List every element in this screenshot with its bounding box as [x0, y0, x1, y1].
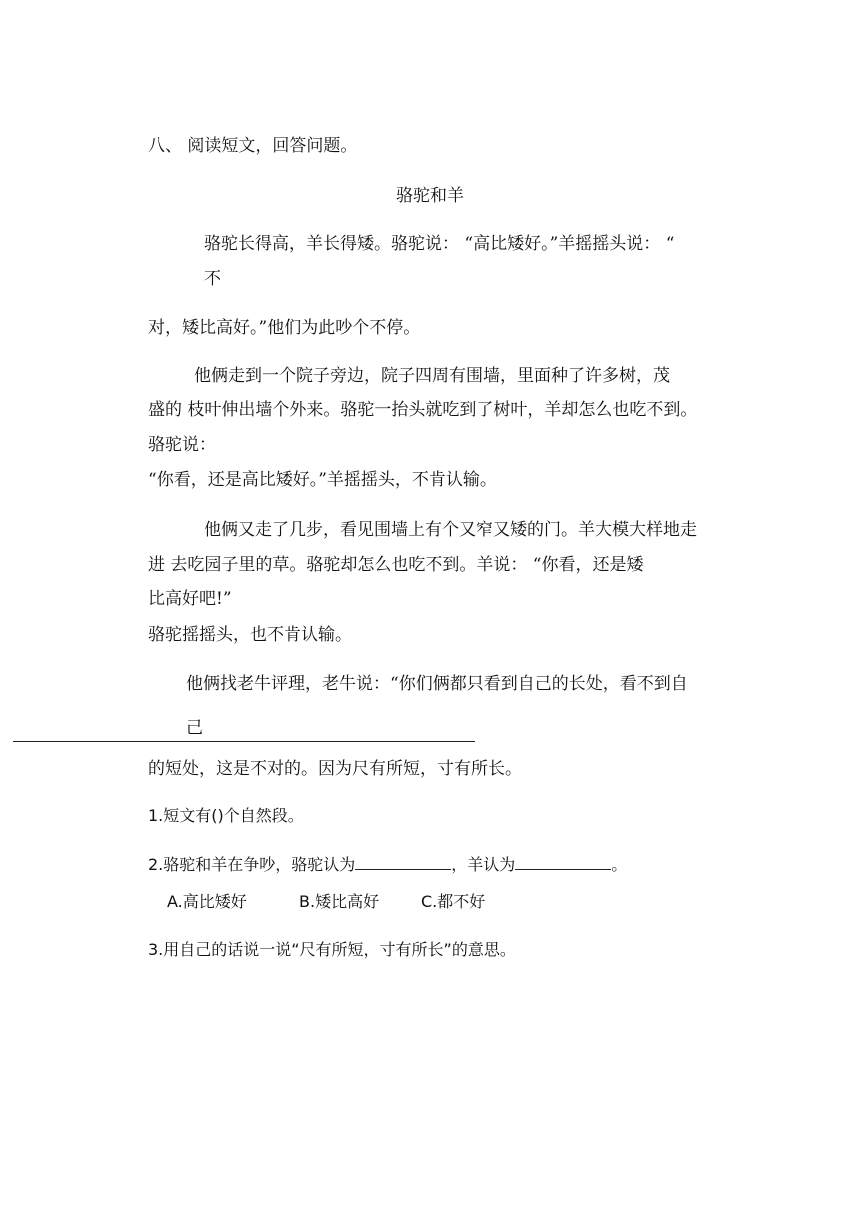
story-line-6: 骆驼说： [148, 435, 216, 455]
story-line-12: 他俩找老牛评理，老牛说：“你们俩都只看到自己的长处，看不到自 [186, 674, 688, 694]
footnote-rule [13, 741, 475, 742]
answer-blank-camel[interactable] [355, 853, 451, 870]
story-line-13: 己 [186, 718, 203, 738]
story-line-9: 进 去吃园子里的草。骆驼却怎么也吃不到。羊说： “你看，还是矮 [148, 555, 644, 575]
question-2 [148, 853, 627, 876]
answer-blank-sheep[interactable] [515, 853, 611, 870]
story-line-2: 不 [204, 269, 221, 289]
story-line-8: 他俩又走了几步，看见围墙上有个又窄又矮的门。羊大模大样地走 [204, 520, 697, 540]
option-a: A.高比矮好 [167, 892, 247, 911]
story-line-1: 骆驼长得高，羊长得矮。骆驼说： “高比矮好。”羊摇摇头说： “ [204, 234, 675, 254]
story-line-3: 对，矮比高好。”他们为此吵个不停。 [148, 318, 421, 338]
question-1: 1.短文有()个自然段。 [148, 806, 304, 825]
story-title: 骆驼和羊 [396, 186, 464, 206]
story-line-7: “你看，还是高比矮好。”羊摇摇头，不肯认输。 [148, 470, 497, 490]
story-line-11: 骆驼摇摇头，也不肯认输。 [148, 625, 352, 645]
section-heading: 八、 阅读短文，回答问题。 [148, 136, 358, 156]
question-3: 3.用自己的话说一说“尺有所短，寸有所长”的意思。 [148, 940, 516, 959]
question-2-prefix: 2.骆驼和羊在争吵，骆驼认为 [148, 855, 356, 874]
story-line-5: 盛的 枝叶伸出墙个外来。骆驼一抬头就吃到了树叶，羊却怎么也吃不到。 [148, 400, 698, 420]
question-2-middle: ，羊认为 [451, 855, 516, 874]
option-b: B.矮比高好 [299, 892, 380, 911]
story-line-10: 比高好吧!” [148, 589, 232, 609]
question-2-suffix: 。 [611, 855, 628, 874]
option-c: C.都不好 [421, 892, 486, 911]
story-line-14: 的短处，这是不对的。因为尺有所短，寸有所长。 [148, 759, 522, 779]
story-line-4: 他俩走到一个院子旁边，院子四周有围墙，里面种了许多树，茂 [194, 366, 670, 386]
